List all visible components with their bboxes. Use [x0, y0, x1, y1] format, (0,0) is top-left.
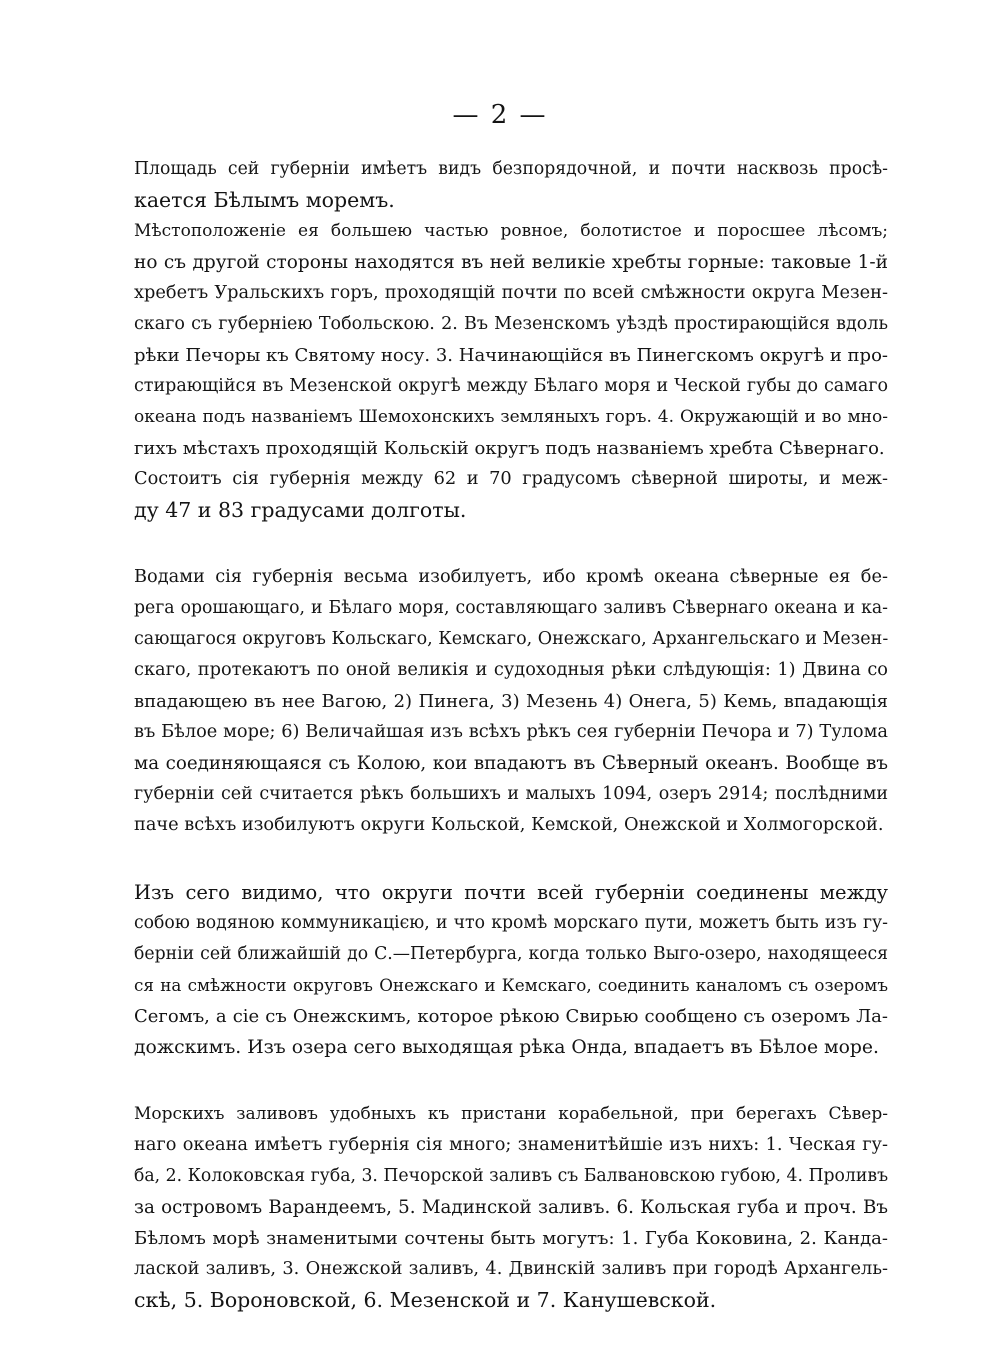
text-line: океана подъ названіемъ Шемохонскихъ земляныхъ горъ. 4. Окружающій и во мно-	[134, 407, 888, 427]
text-line: собою водяною коммуникацією, и что кромѣ морскаго пути, можетъ быть изъ гу-	[134, 913, 888, 933]
paragraph-bays	[88, 1099, 888, 1316]
text-line: впадающею въ нее Вагою, 2) Пинега, 3) Мезень 4) Онега, 5) Кемь, впадающія	[134, 691, 888, 712]
text-line: губерніи сей считается рѣкъ большихъ и малыхъ 1094, озеръ 2914; послѣдними	[134, 784, 888, 804]
text-line: но съ другой стороны находятся въ ней великіе хребты горные: таковые 1-й	[134, 252, 888, 273]
text-line: Состоитъ сія губернія между 62 и 70 градусомъ сѣверной широты, и меж-	[134, 469, 888, 489]
text-line: ся на смѣжности округовъ Онежскаго и Кемскаго, соединить каналомъ съ озеромъ	[134, 975, 888, 995]
text-line: въ Бѣлое море; 6) Величайшая изъ всѣхъ рѣкъ сея губерніи Печора и 7) Тулома	[134, 722, 888, 742]
text-line: кается Бѣлымъ моремъ.	[134, 188, 395, 212]
text-line: наго океана имѣетъ губернія сія много; знаменитѣйшіе изъ нихъ: 1. Ческая гу-	[134, 1135, 888, 1155]
text-line: хребетъ Уральскихъ горъ, проходящій почти по всей смѣжности округа Мезен-	[134, 283, 888, 303]
text-line: дожскимъ. Изъ озера сего выходящая рѣка Онда, впадаетъ въ Бѣлое море.	[134, 1037, 879, 1058]
paragraph-terrain	[88, 216, 888, 464]
text-line: скаго, протекаютъ по оной великія и судоходныя рѣки слѣдующія: 1) Двина со	[134, 660, 888, 680]
paragraph-rivers	[88, 562, 888, 841]
text-line: за островомъ Варандеемъ, 5. Мадинской заливъ. 6. Кольская губа и проч. Въ	[134, 1197, 888, 1218]
text-line: стирающійся въ Мезенской округѣ между Бѣлаго моря и Ческой губы до самаго	[134, 376, 888, 396]
document-body	[88, 154, 888, 1316]
text-line: Площадь сей губерніи имѣетъ видъ безпорядочной, и почти насквозь просѣ-	[134, 159, 888, 179]
text-line: паче всѣхъ изобилуютъ округи Кольской, Кемской, Онежской и Холмогорской.	[134, 815, 884, 835]
text-line: скѣ, 5. Вороновской, 6. Мезенской и 7. Канушевской.	[134, 1288, 717, 1312]
text-line: Сегомъ, а сіе съ Онежскимъ, которое рѣкою Свирью сообщено съ озеромъ Ла-	[134, 1006, 888, 1027]
text-line: лаской заливъ, 3. Онежской заливъ, 4. Двинскій заливъ при городѣ Архангель-	[134, 1259, 888, 1279]
text-line: рега орошающаго, и Бѣлаго моря, составляющаго заливъ Сѣвернаго океана и ка-	[134, 598, 888, 618]
text-line: сающагося округовъ Кольскаго, Кемскаго, Онежскаго, Архангельскаго и Мезен-	[134, 629, 888, 649]
text-line: гихъ мѣстахъ проходящій Кольскій округъ подъ названіемъ хребта Сѣвернаго.	[134, 438, 885, 459]
text-line: берніи сей ближайшій до С.—Петербурга, когда только Выго-озеро, находящееся	[134, 944, 888, 964]
text-line: Мѣстоположеніе ея большею частью ровное, болотистое и поросшее лѣсомъ;	[134, 221, 888, 241]
text-line: Бѣломъ морѣ знаменитыми сочтены быть могутъ: 1. Губа Коковина, 2. Канда-	[134, 1228, 888, 1249]
text-line: Морскихъ заливовъ удобныхъ къ пристани корабельной, при берегахъ Сѣвер-	[134, 1104, 888, 1124]
text-line: ма соединяющаяся съ Колою, кои впадаютъ въ Сѣверный океанъ. Вообще въ	[134, 753, 888, 774]
text-line: ба, 2. Колоковская губа, 3. Печорской заливъ съ Балвановскою губою, 4. Проливъ	[134, 1166, 888, 1186]
page-number: — 2 —	[452, 100, 548, 130]
text-line: рѣки Печоры къ Святому носу. 3. Начинающійся въ Пинегскомъ округѣ и про-	[134, 345, 888, 366]
paragraph-area-shape	[88, 154, 888, 216]
paragraph-waterways	[88, 877, 888, 1063]
text-line: скаго съ губерніею Тобольскою. 2. Въ Мезенскомъ уѣздѣ простирающійся вдоль	[134, 314, 888, 334]
text-line: ду 47 и 83 градусами долготы.	[134, 498, 467, 522]
text-line: Водами сія губернія весьма изобилуетъ, ибо кромѣ океана сѣверные ея бе-	[134, 567, 888, 587]
paragraph-coordinates	[88, 464, 888, 526]
text-line: Изъ сего видимо, что округи почти всей губерніи соединены между	[134, 881, 888, 904]
